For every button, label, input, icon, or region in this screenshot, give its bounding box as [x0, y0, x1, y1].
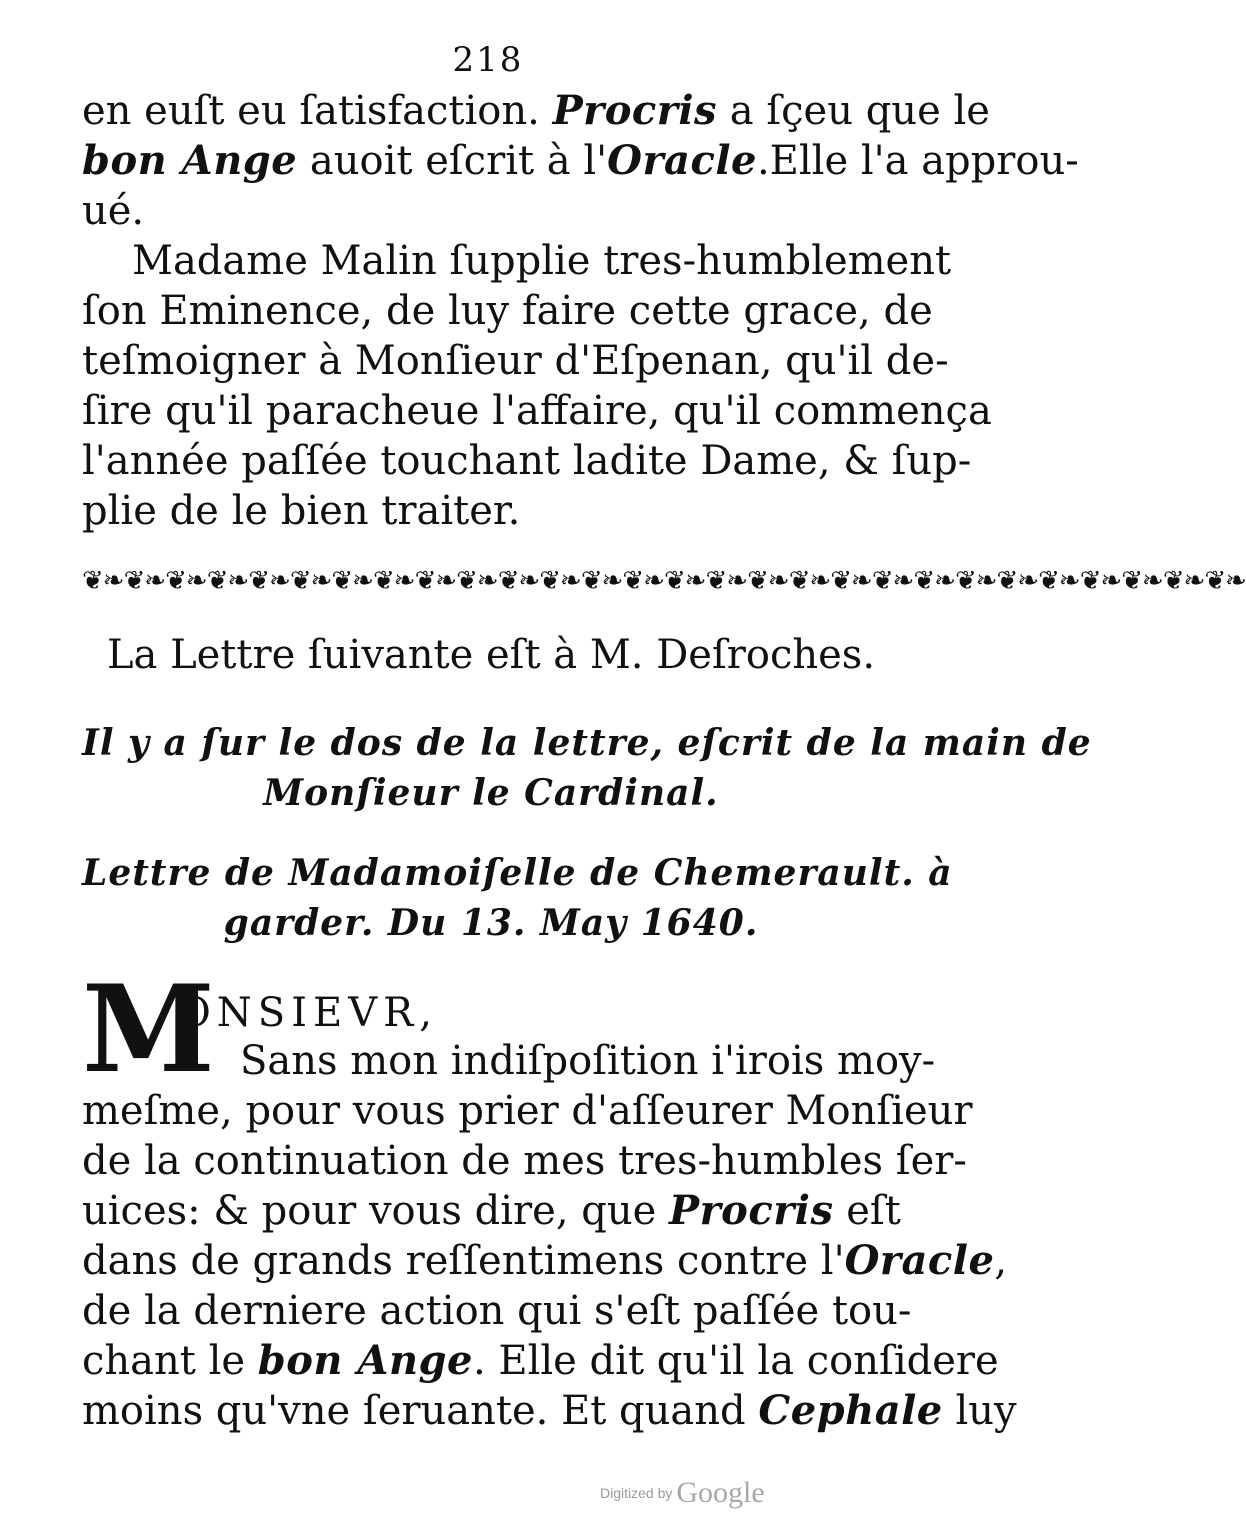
text-line: Lettre de Madamoiſelle de Chemerault. à: [82, 852, 953, 894]
text-line: teſmoigner à Monſieur d'Eſpenan, qu'il de-: [82, 338, 949, 384]
salutation: ONSIEVR,: [178, 990, 438, 1036]
digitized-label: Digitized by: [600, 1485, 673, 1501]
text-line: ſon Eminence, de luy faire cette grace, de: [82, 288, 933, 334]
text-line: ué.: [82, 188, 145, 234]
page-number: 218: [452, 40, 524, 80]
text-line: ſire qu'il paracheue l'affaire, qu'il commença: [82, 388, 992, 434]
text-line: dans de grands reſſentimens contre l'Oracle,: [82, 1237, 1008, 1284]
drop-cap: M: [82, 959, 215, 1100]
second-paragraph: [82, 236, 992, 536]
top-paragraph: [82, 86, 1079, 236]
letter-first-line: [240, 1036, 936, 1086]
text-line: garder. Du 13. May 1640.: [223, 902, 759, 944]
text-line: meſme, pour vous prier d'aſſeurer Monſieur: [82, 1088, 973, 1134]
text-line: Sans mon indiſpoſition i'irois moy-: [240, 1038, 936, 1084]
text-line: de la derniere action qui s'eſt paſſée tou-: [82, 1288, 912, 1334]
letter-body: [82, 1086, 1017, 1436]
text-line: plie de le bien traiter.: [82, 488, 521, 534]
text-line: chant le bon Ange. Elle dit qu'il la conſidere: [82, 1337, 999, 1384]
text-line: en euſt eu ſatisfaction. Procris a ſçeu que le: [82, 87, 990, 134]
italic-note: [82, 718, 1092, 818]
text-line: Monſieur le Cardinal.: [263, 772, 719, 814]
text-line: de la continuation de mes tres-humbles ſer-: [82, 1138, 967, 1184]
text-line: uices: & pour vous dire, que Procris eſt: [82, 1187, 901, 1234]
text-line: l'année paſſée touchant ladite Dame, & ſup-: [82, 438, 972, 484]
digitized-watermark: [600, 1476, 800, 1516]
text-line: Il y a ſur le dos de la lettre, eſcrit de la main de: [82, 722, 1092, 764]
ornamental-divider: ❦❧❦❧❦❧❦❧❦❧❦❧❦❧❦❧❦❧❦❧❦❧❦❧❦❧❦❧❦❧❦❧❦❧❦❧❦❧❦❧❦❧❦❧❦❧❦❧❦❧❦❧❦❧❦❧: [82, 566, 1246, 596]
text-line: Madame Malin ſupplie tres-humblement: [132, 238, 952, 284]
section-heading: La Lettre ſuivante eſt à M. Deſroches.: [106, 632, 876, 678]
text-line: moins qu'vne ſeruante. Et quand Cephale luy: [82, 1387, 1017, 1434]
text-line: bon Ange auoit eſcrit à l'Oracle.Elle l'a approu-: [82, 137, 1079, 184]
google-logo: Google: [676, 1476, 765, 1509]
letter-title: [82, 848, 953, 948]
